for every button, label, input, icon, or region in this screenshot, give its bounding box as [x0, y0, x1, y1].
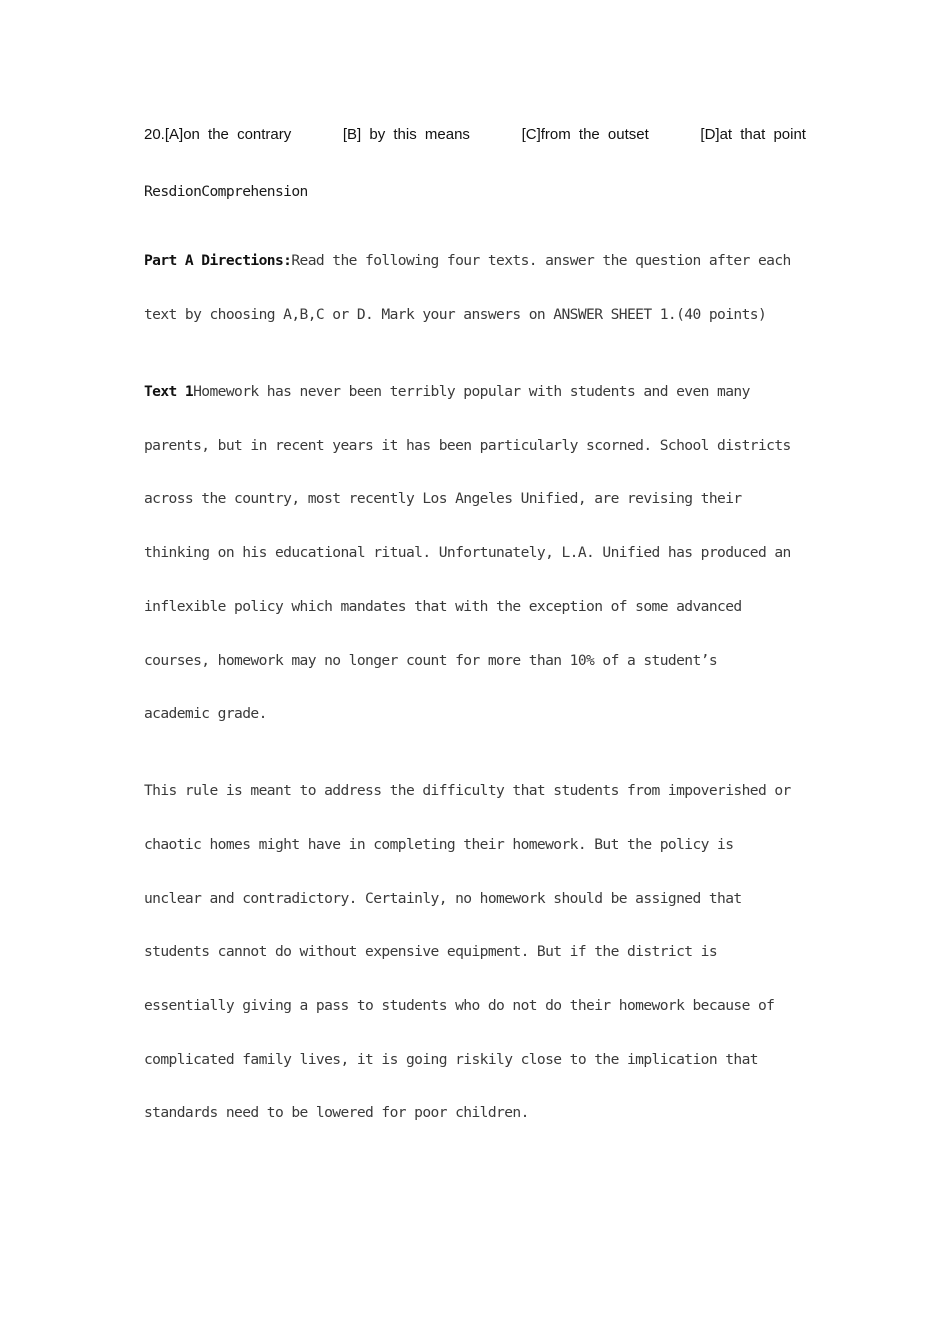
part-a-directions-line-2: text by choosing A,B,C or D. Mark your answers on ANSWER SHEET 1.(40 points) [144, 306, 767, 323]
text1-p2-line-6: complicated family lives, it is going riskily close to the implication that [144, 1051, 758, 1068]
text1-p2-line-5: essentially giving a pass to students who do not do their homework because of [144, 997, 775, 1014]
text1-p2-line-7: standards need to be lowered for poor children. [144, 1104, 529, 1121]
text1-line-1 [144, 381, 824, 403]
text1-p1-line-3: across the country, most recently Los Angeles Unified, are revising their [144, 490, 742, 507]
question-20-options [144, 126, 806, 150]
text1-p1-text-1: Homework has never been terribly popular with students and even many [193, 383, 750, 400]
option-a: 20.[A]on the contrary [144, 126, 292, 143]
text1-p2-line-3: unclear and contradictory. Certainly, no homework should be assigned that [144, 890, 742, 907]
text1-p1-line-6: courses, homework may no longer count for more than 10% of a student’s [144, 652, 718, 669]
option-d: [D]at that point [700, 126, 806, 143]
text1-p2-line-1: This rule is meant to address the difficulty that students from impoverished or [144, 782, 791, 799]
text1-p1-line-7: academic grade. [144, 705, 267, 722]
text1-p2-line-2: chaotic homes might have in completing their homework. But the policy is [144, 836, 734, 853]
text1-p2-line-4: students cannot do without expensive equipment. But if the district is [144, 943, 718, 960]
part-a-text-1: Read the following four texts. answer the question after each [291, 252, 791, 269]
part-a-directions-line-1 [144, 250, 824, 272]
part-a-label: Part A Directions: [144, 252, 292, 269]
text1-p1-line-4: thinking on his educational ritual. Unfortunately, L.A. Unified has produced an [144, 544, 791, 561]
option-b: [B] by this means [342, 126, 470, 143]
text1-p1-line-2: parents, but in recent years it has been particularly scorned. School districts [144, 437, 791, 454]
text1-label: Text 1 [144, 383, 194, 400]
section-title: ResdionComprehension [144, 183, 308, 200]
option-c: [C]from the outset [521, 126, 649, 143]
text1-p1-line-5: inflexible policy which mandates that with the exception of some advanced [144, 598, 742, 615]
